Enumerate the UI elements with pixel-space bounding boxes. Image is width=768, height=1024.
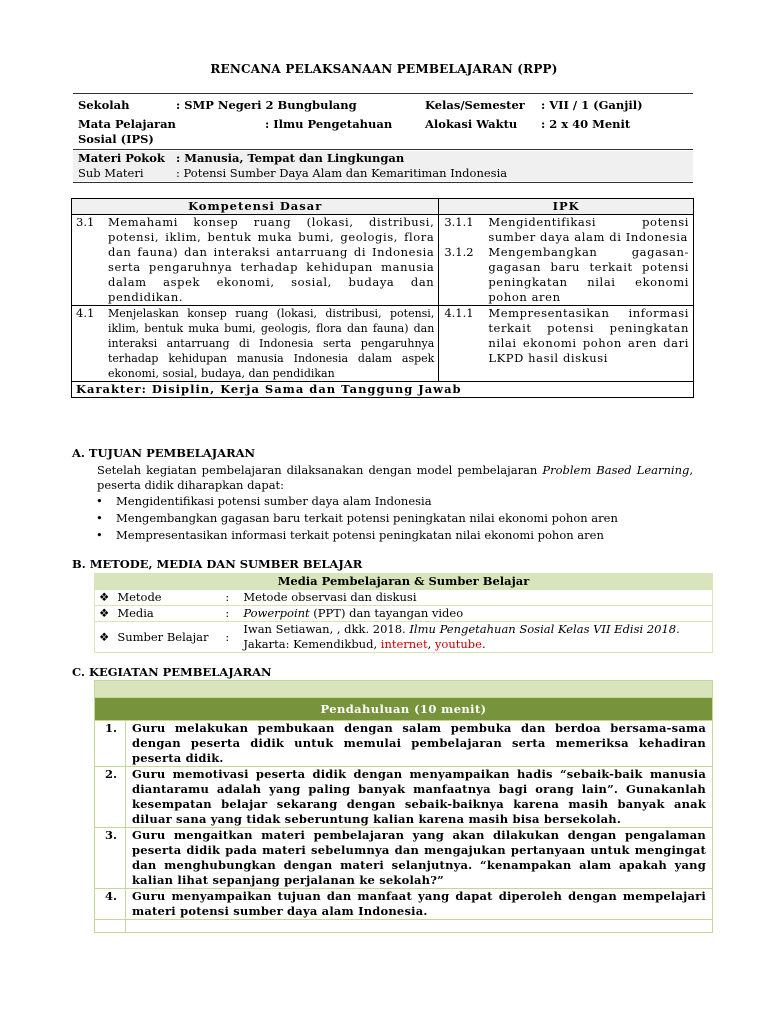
- sumber-publisher: Jakarta: Kemendikbud,: [243, 637, 381, 651]
- kd-number: 4.1: [72, 306, 105, 382]
- kelas-label: Kelas/Semester: [425, 98, 525, 112]
- ipk-list: [444, 306, 689, 366]
- intro-text: Setelah kegiatan pembelajaran dilaksanakan dengan model pembelajaran: [97, 463, 543, 477]
- materi-value: : Manusia, Tempat dan Lingkungan: [176, 151, 405, 165]
- bullet-text: Mengembangkan gagasan baru terkait potensi peningkatan nilai ekonomi pohon aren: [116, 511, 618, 525]
- media-rest: (PPT) dan tayangan video: [309, 606, 464, 620]
- mapel-label: Mata Pelajaran: [78, 117, 176, 131]
- table-row: [95, 889, 713, 920]
- sumber-author: Iwan Setiawan, , dkk. 2018.: [243, 622, 410, 636]
- diamond-bullet-icon: ❖: [95, 606, 114, 622]
- ipk-text: Mempresentasikan informasi terkait potensi peningkatan nilai ekonomi pohon aren dari LKPD hasil diskusi: [488, 306, 689, 365]
- sumber-value: [239, 622, 712, 653]
- pbl-term: Problem Based Learning: [542, 463, 690, 477]
- separator: ,: [427, 637, 435, 651]
- diamond-bullet-icon: ❖: [95, 622, 114, 653]
- document-title: RENCANA PELAKSANAAN PEMBELAJARAN (RPP): [210, 62, 558, 76]
- ipk-number: 3.1.2: [444, 245, 474, 259]
- table-row: [95, 606, 713, 622]
- ipk-list: [444, 215, 689, 305]
- kegiatan-table: [94, 680, 713, 933]
- kd-text: Memahami konsep ruang (lokasi, distribusi, potensi, iklim, bentuk muka bumi, geologis, flora dan fauna) dan interaksi antarruang di Indonesia serta pengaruhnya terhadap kehidupan manusia dalam aspek ekonomi, sosial, budaya dan pendidikan.: [104, 215, 439, 306]
- ipk-text: Mengembangkan gagasan-gagasan baru terkait potensi peningkatan nilai ekonomi pohon aren: [488, 245, 689, 304]
- bullet-text: Mempresentasikan informasi terkait potensi peningkatan nilai ekonomi pohon aren: [116, 528, 604, 542]
- item-text: Guru mengaitkan materi pembelajaran yang akan dilakukan dengan pengalaman peserta didik pada materi sebelumnya dan mengajukan pertanyaan untuk mengingat dan menghubungkan dengan materi selanjutnya. “kenampakan alam apakah yang kalian lihat sepanjang perjalanan ke sekolah?”: [126, 828, 713, 889]
- kd-header: Kompetensi Dasar: [72, 199, 439, 215]
- list-item: • Mengembangkan gagasan baru terkait potensi peningkatan nilai ekonomi pohon aren: [96, 511, 618, 525]
- table-top-band: [95, 681, 713, 698]
- alokasi-label: Alokasi Waktu: [425, 117, 518, 131]
- pendahuluan-header: Pendahuluan (10 menit): [95, 698, 713, 721]
- item-text: Guru melakukan pembukaan dengan salam pembuka dan berdoa bersama-sama dengan peserta didik untuk memulai pembelajaran serta memeriksa kehadiran peserta didik.: [126, 721, 713, 767]
- table-row: [95, 721, 713, 767]
- alokasi-value: : 2 x 40 Menit: [541, 117, 631, 131]
- item-number: 1.: [95, 721, 126, 767]
- diamond-bullet-icon: ❖: [95, 590, 114, 606]
- youtube-link[interactable]: youtube: [434, 637, 482, 651]
- powerpoint-term: Powerpoint: [243, 606, 310, 620]
- metode-value: Metode observasi dan diskusi: [239, 590, 712, 606]
- media-table-header: Media Pembelajaran & Sumber Belajar: [95, 574, 713, 590]
- sekolah-value: : SMP Negeri 2 Bungbulang: [176, 98, 357, 112]
- intro-text: , peserta didik diharapkan dapat:: [97, 463, 693, 492]
- item-number: 3.: [95, 828, 126, 889]
- kd-row: [72, 215, 694, 306]
- list-item: • Mempresentasikan informasi terkait potensi peningkatan nilai ekonomi pohon aren: [96, 528, 604, 542]
- section-a-heading: A. TUJUAN PEMBELAJARAN: [72, 446, 256, 460]
- kd-row: [72, 306, 694, 382]
- empty-cell: [95, 920, 126, 933]
- sub-materi-label: Sub Materi: [78, 166, 144, 180]
- bottom-rule: [73, 182, 693, 183]
- sumber-label: Sumber Belajar: [113, 622, 221, 653]
- media-label: Media: [113, 606, 221, 622]
- item-text: Guru menyampaikan tujuan dan manfaat yang dapat diperoleh dengan mempelajari materi potensi sumber daya alam Indonesia.: [126, 889, 713, 920]
- tujuan-intro: [97, 463, 693, 493]
- media-table: [94, 573, 713, 653]
- table-row: [95, 767, 713, 828]
- mapel-continuation: Sosial (IPS): [78, 132, 154, 146]
- mapel-value: : Ilmu Pengetahuan: [265, 117, 393, 131]
- colon: :: [221, 590, 239, 606]
- internet-link[interactable]: internet: [380, 637, 428, 651]
- section-c-heading: C. KEGIATAN PEMBELAJARAN: [72, 665, 272, 679]
- list-item: • Mengidentifikasi potensi sumber daya alam Indonesia: [96, 494, 432, 508]
- mid-rule: [73, 149, 693, 150]
- ipk-number: 3.1.1: [444, 215, 474, 229]
- media-value: [239, 606, 712, 622]
- table-row: [95, 828, 713, 889]
- kd-number: 3.1: [72, 215, 105, 306]
- kelas-value: : VII / 1 (Ganjil): [541, 98, 643, 112]
- sekolah-label: Sekolah: [78, 98, 130, 112]
- item-number: 2.: [95, 767, 126, 828]
- empty-cell: [126, 920, 713, 933]
- karakter-row: Karakter: Disiplin, Kerja Sama dan Tanggung Jawab: [72, 382, 694, 398]
- item-number: 4.: [95, 889, 126, 920]
- section-b-heading: B. METODE, MEDIA DAN SUMBER BELAJAR: [72, 557, 363, 571]
- table-row: [95, 920, 713, 933]
- colon: :: [221, 606, 239, 622]
- bullet-text: Mengidentifikasi potensi sumber daya alam Indonesia: [116, 494, 432, 508]
- ipk-text: Mengidentifikasi potensi sumber daya alam di Indonesia: [488, 215, 689, 244]
- sub-materi-value: : Potensi Sumber Daya Alam dan Kemaritiman Indonesia: [176, 166, 508, 180]
- kd-ipk-table: [71, 198, 694, 398]
- colon: :: [221, 622, 239, 653]
- ipk-number: 4.1.1: [444, 306, 474, 320]
- kd-text: Menjelaskan konsep ruang (lokasi, distribusi, potensi, iklim, bentuk muka bumi, geologis, flora dan fauna) dan interaksi antarruang di Indonesia serta pengaruhnya terhadap kehidupan manusia Indonesia dalam aspek ekonomi, sosial, budaya, dan pendidikan: [104, 306, 439, 382]
- table-row: [95, 622, 713, 653]
- top-rule: [73, 93, 693, 94]
- sumber-book-title: Ilmu Pengetahuan Sosial Kelas VII Edisi 2018.: [409, 622, 680, 636]
- materi-label: Materi Pokok: [78, 151, 165, 165]
- period: .: [481, 637, 486, 651]
- metode-label: Metode: [113, 590, 221, 606]
- ipk-header: IPK: [439, 199, 694, 215]
- table-row: [95, 590, 713, 606]
- item-text: Guru memotivasi peserta didik dengan menyampaikan hadis “sebaik-baik manusia diantaramu adalah yang paling banyak manfaatnya bagi orang lain”. Gunakanlah kesempatan belajar sekarang dengan sebaik-baiknya karena masih banyak anak diluar sana yang tidak seberuntung kalian karena masih bisa bersekolah.: [126, 767, 713, 828]
